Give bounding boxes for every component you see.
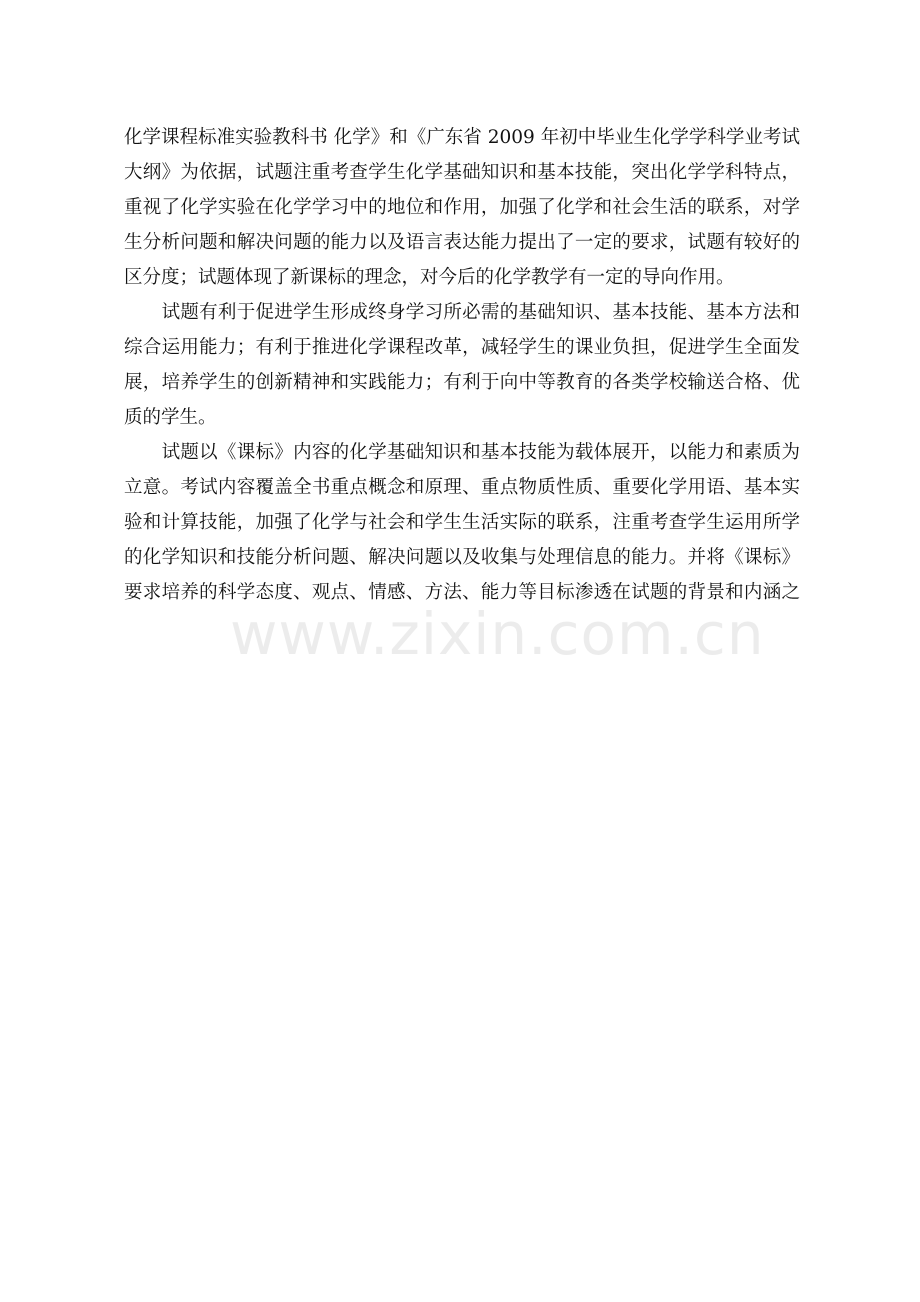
paragraph-3 [124,435,800,610]
paragraph-line: 大纲》为依据，试题注重考查学生化学基础知识和基本技能，突出化学学科特点， [124,162,800,183]
paragraph-line: 质的学生。 [124,407,217,428]
paragraph-line: 综合运用能力；有利于推进化学课程改革，减轻学生的课业负担，促进学生全面发 [124,337,800,358]
paragraph-2 [124,295,800,435]
paragraph-line: 化学课程标准实验教科书 化学》和《广东省 2009 年初中毕业生化学学科学业考试 [124,127,800,148]
paragraph-line: 要求培养的科学态度、观点、情感、方法、能力等目标渗透在试题的背景和内涵之 [124,582,800,603]
paragraph-line: 立意。考试内容覆盖全书重点概念和原理、重点物质性质、重要化学用语、基本实 [124,477,800,498]
watermark: www.zixin.com.cn [230,600,765,668]
paragraph-line: 生分析问题和解决问题的能力以及语言表达能力提出了一定的要求，试题有较好的 [124,232,800,253]
paragraph-line: 试题以《课标》内容的化学基础知识和基本技能为载体展开，以能力和素质为 [124,442,800,463]
paragraph-line: 区分度；试题体现了新课标的理念，对今后的化学教学有一定的导向作用。 [124,267,735,288]
paragraph-line: 展，培养学生的创新精神和实践能力；有利于向中等教育的各类学校输送合格、优 [124,372,800,393]
paragraph-line: 重视了化学实验在化学学习中的地位和作用，加强了化学和社会生活的联系，对学 [124,197,800,218]
body-text [124,120,800,610]
paragraph-line: 验和计算技能，加强了化学与社会和学生生活实际的联系，注重考查学生运用所学 [124,512,800,533]
paragraph-line: 试题有利于促进学生形成终身学习所必需的基础知识、基本技能、基本方法和 [124,302,800,323]
paragraph-1 [124,120,800,295]
paragraph-line: 的化学知识和技能分析问题、解决问题以及收集与处理信息的能力。并将《课标》 [124,547,800,568]
